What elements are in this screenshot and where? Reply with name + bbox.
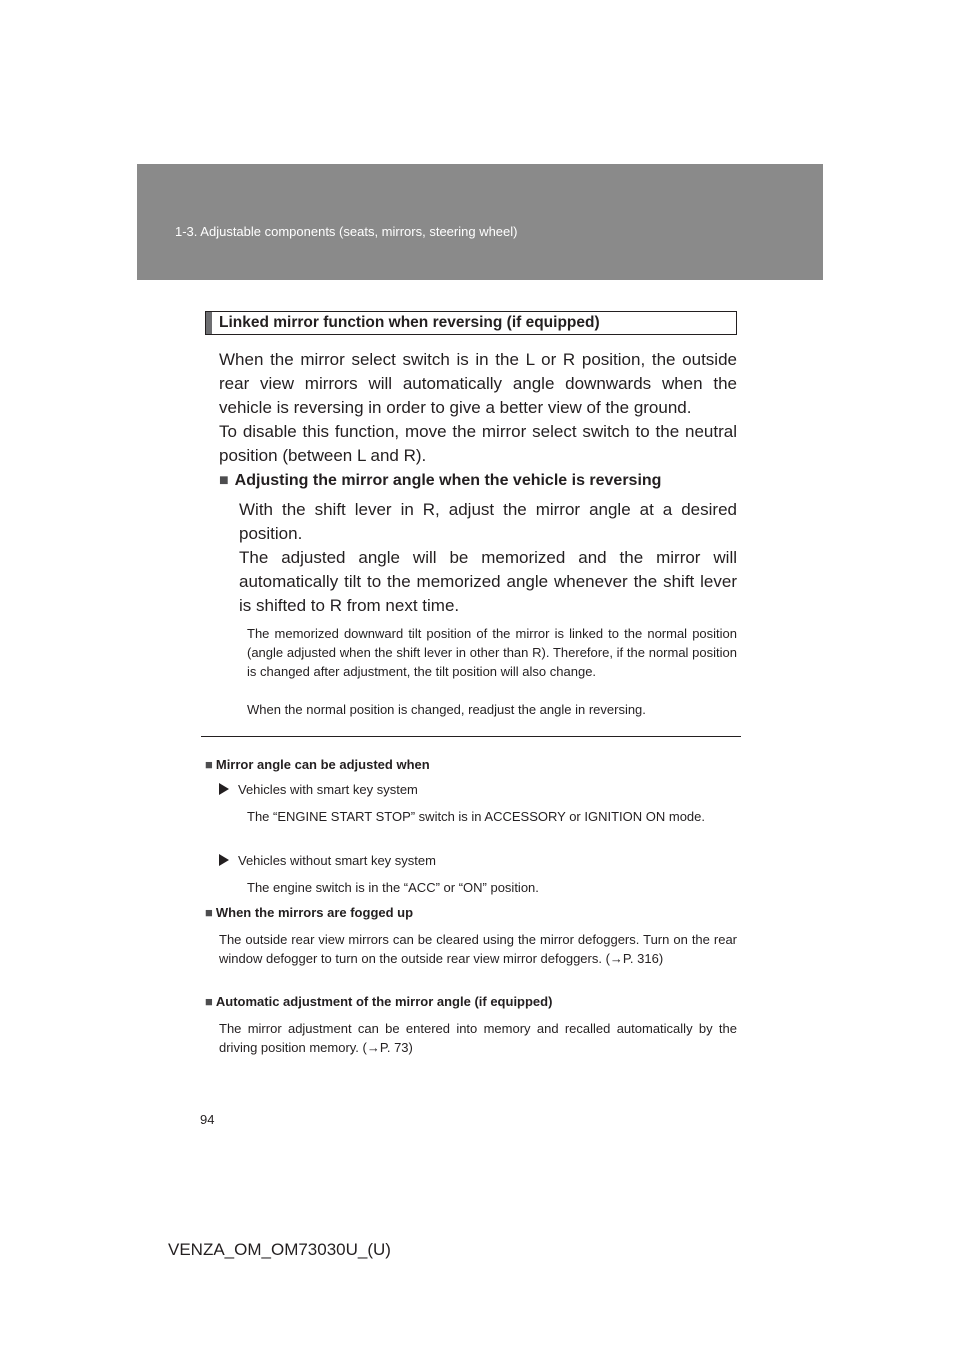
- note-paragraph-2: When the normal position is changed, readjust the angle in reversing.: [247, 702, 646, 717]
- sub-heading: [219, 472, 661, 490]
- square-bullet-icon: ■: [205, 757, 213, 772]
- note-heading-angle-text: Mirror angle can be adjusted when: [215, 757, 430, 772]
- section-heading-box: [205, 311, 737, 335]
- fogged-text: The outside rear view mirrors can be cleared using the mirror defoggers. Turn on the rear window defogger to turn on the outside rear view mirror defoggers. (→P. 316): [219, 932, 737, 966]
- arrow-right-icon: [219, 783, 229, 795]
- smart-key-text: The “ENGINE START STOP” switch is in ACCESSORY or IGNITION ON mode.: [247, 809, 706, 824]
- section-title: Linked mirror function when reversing (if equipped): [219, 314, 600, 331]
- no-smart-key-label: Vehicles without smart key system: [238, 853, 436, 868]
- square-bullet-icon: ■: [219, 472, 229, 489]
- header-band: [137, 164, 823, 280]
- sub-paragraph-2: The adjusted angle will be memorized and the mirror will automatically tilt to the memorized angle whenever the shift lever is shifted to R from next time.: [239, 548, 737, 615]
- auto-text: The mirror adjustment can be entered into memory and recalled automatically by the driving position memory. (→P. 73): [219, 1021, 737, 1055]
- square-bullet-icon: ■: [205, 905, 213, 920]
- note-paragraph-1: The memorized downward tilt position of the mirror is linked to the normal position (angle adjusted when the shift lever in other than R). Therefore, if the normal position is changed after adjustment, the tilt position will also change.: [247, 626, 737, 679]
- note-heading-auto: [205, 994, 552, 1009]
- note-heading-angle: [205, 757, 430, 772]
- note-heading-fogged: [205, 905, 413, 920]
- sub-paragraph-1: With the shift lever in R, adjust the mirror angle at a desired position.: [239, 500, 737, 543]
- note-heading-fogged-text: When the mirrors are fogged up: [215, 905, 414, 920]
- footer-code: VENZA_OM_OM73030U_(U): [168, 1240, 391, 1259]
- arrow-item-smart-key: [219, 782, 418, 797]
- chapter-title: 1-3. Adjustable components (seats, mirrors, steering wheel): [175, 224, 518, 239]
- note-heading-auto-text: Automatic adjustment of the mirror angle (if equipped): [215, 994, 553, 1009]
- page-number: 94: [200, 1112, 215, 1127]
- sub-heading-text: Adjusting the mirror angle when the vehicle is reversing: [234, 472, 662, 489]
- smart-key-label: Vehicles with smart key system: [238, 782, 418, 797]
- divider: [201, 736, 741, 737]
- section-paragraph-2: To disable this function, move the mirror select switch to the neutral position (between L and R).: [219, 422, 737, 465]
- section-heading-bar: [206, 312, 212, 334]
- section-paragraph-1: When the mirror select switch is in the L or R position, the outside rear view mirrors will automatically angle downwards when the vehicle is reversing in order to give a better view of the ground.: [219, 350, 737, 417]
- no-smart-key-text: The engine switch is in the “ACC” or “ON” position.: [247, 880, 539, 895]
- square-bullet-icon: ■: [205, 994, 213, 1009]
- arrow-item-no-smart-key: [219, 853, 436, 868]
- arrow-right-icon: [219, 854, 229, 866]
